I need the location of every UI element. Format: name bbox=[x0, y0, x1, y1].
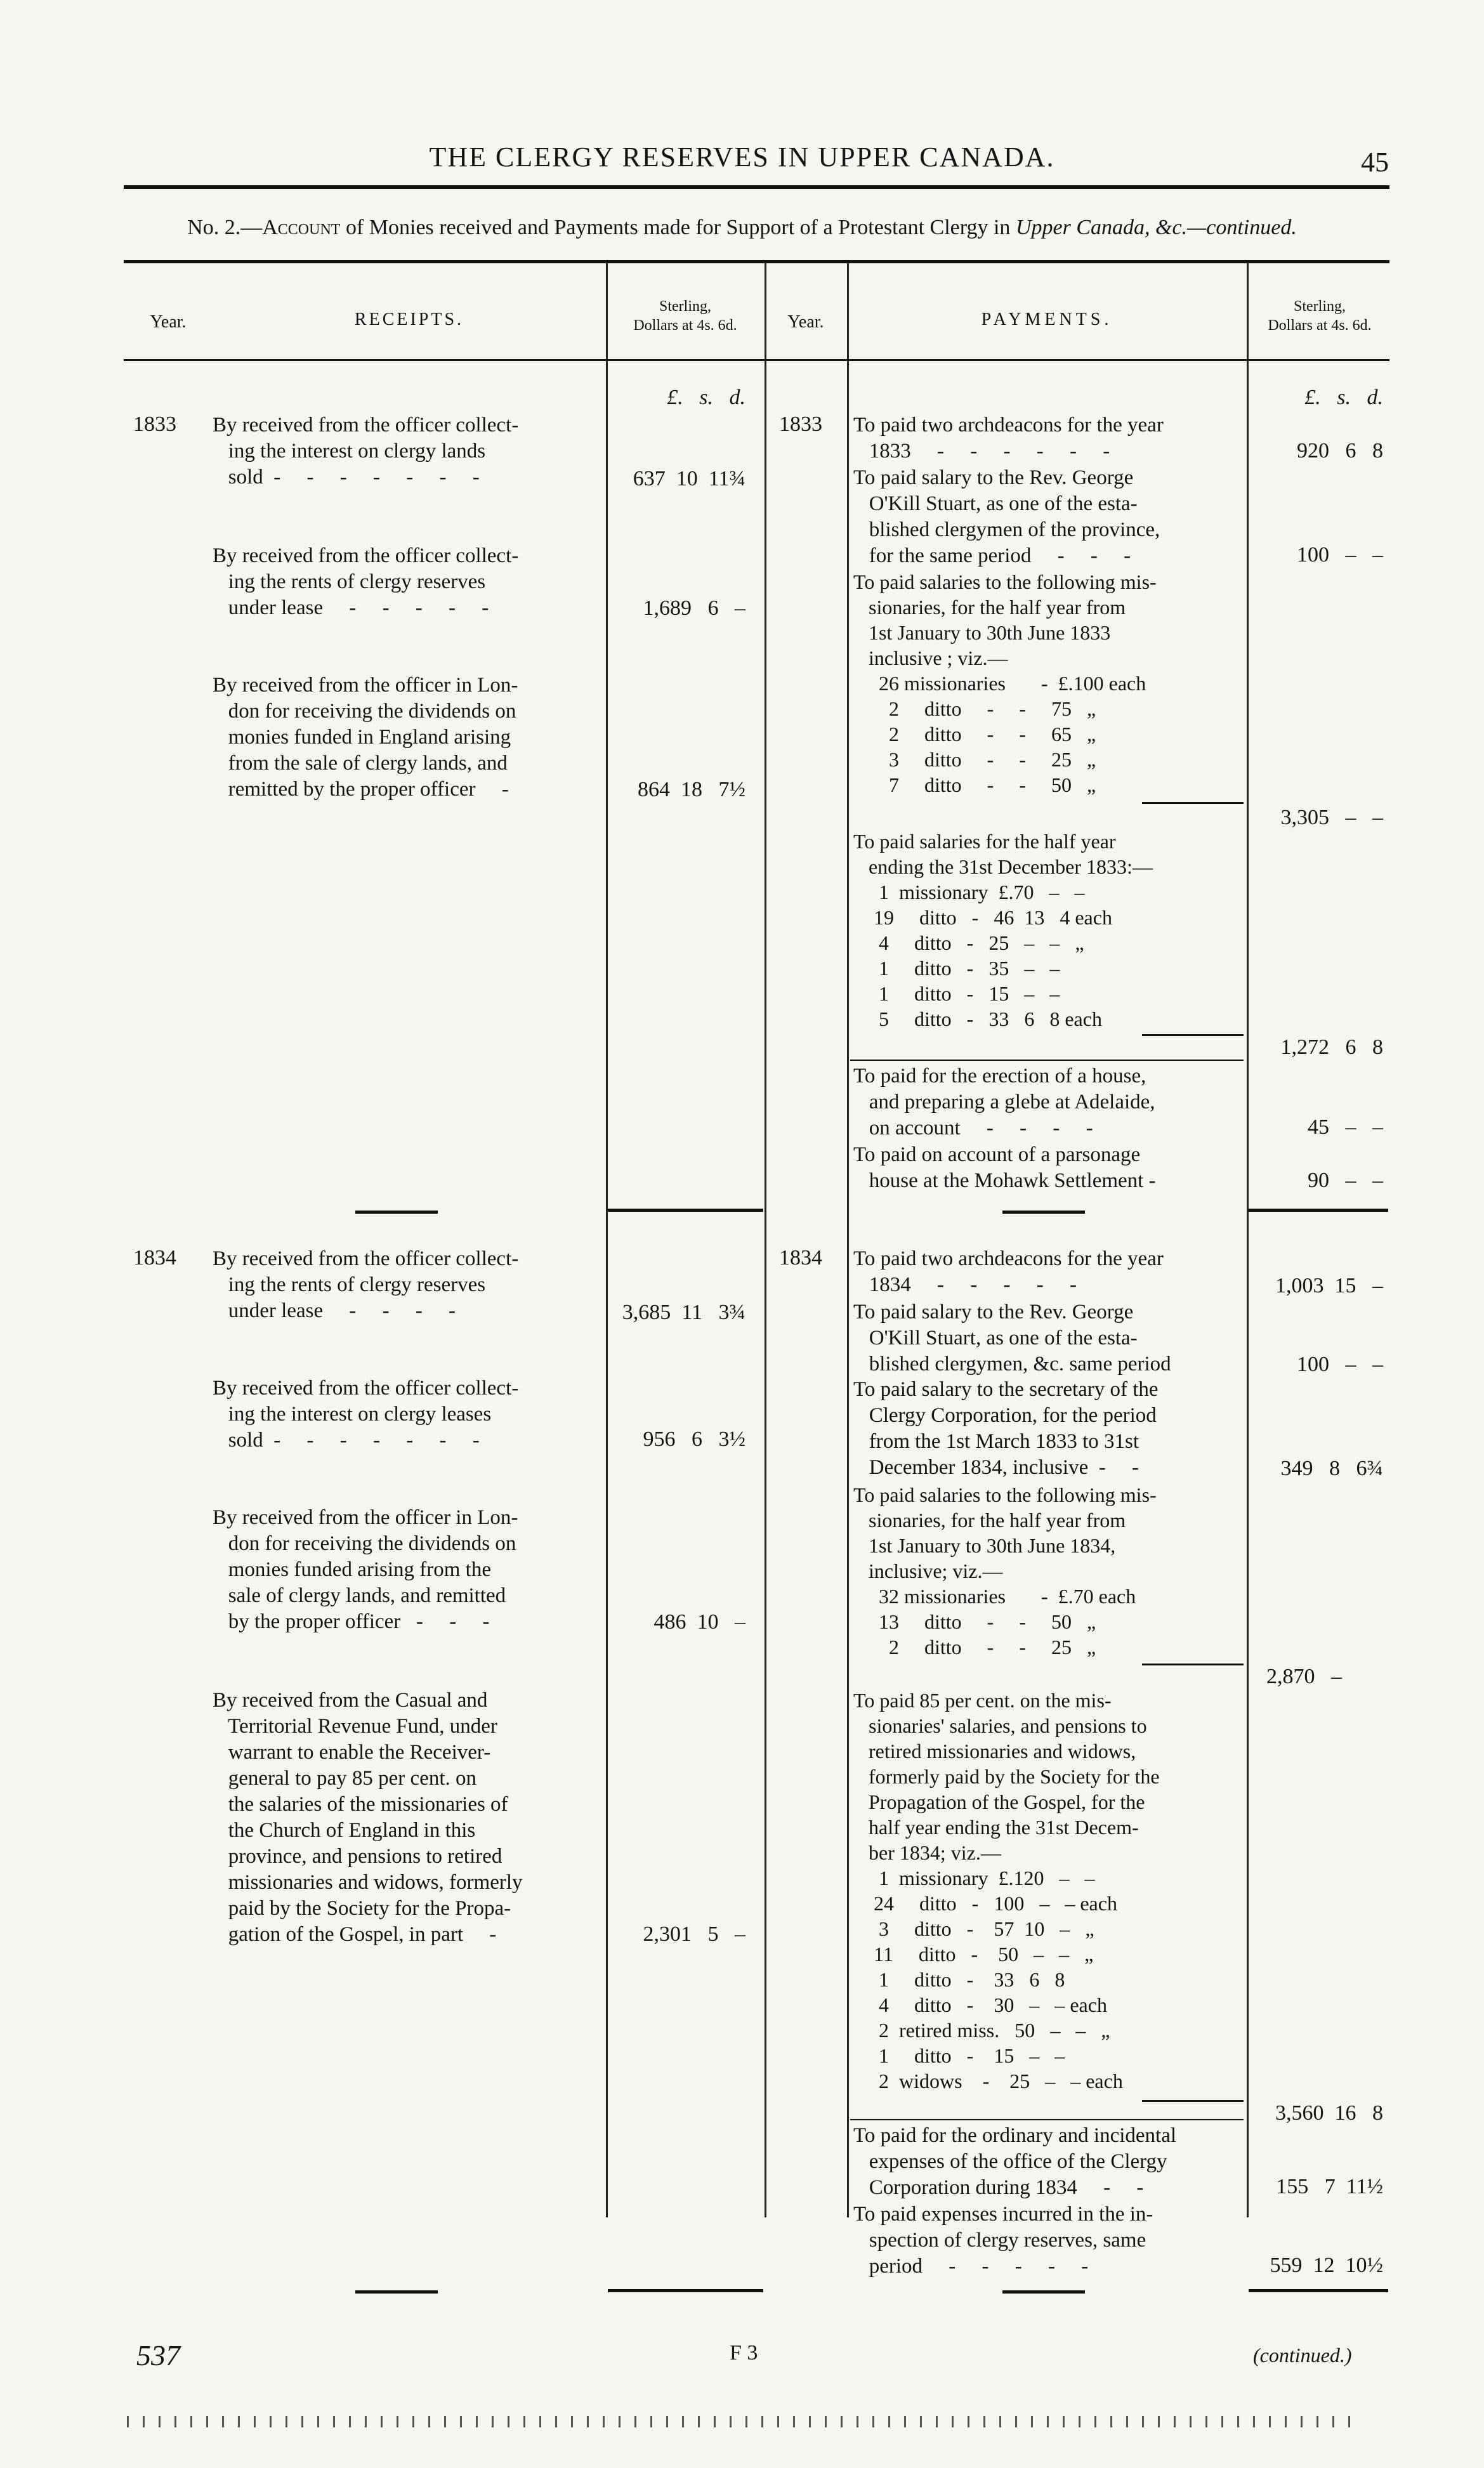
payment-entry: To paid salaries for the half year ending the 31st December 1833:— 1 missionary £.70 – – 19 ditto - 46 13 4 each 4 ditto - 25 – – „ 1 ditto - 35 – – 1 ditto - 15 – – 5 ditto - 33 6 8 each bbox=[853, 830, 1153, 1030]
payment-amount: 3,305 – – bbox=[1280, 806, 1383, 829]
section-rule bbox=[355, 2290, 438, 2294]
payment-entry: To paid salaries to the following mis- sionaries, for the half year from 1st January to 30th June 1834, inclusive; viz.— 32 missionaries - £.70 each 13 ditto - - 50 „ 2 ditto - - 25 „ bbox=[853, 1483, 1157, 1658]
receipt-entry: By received from the officer collect- ing the rents of clergy reserves under lease - - - - bbox=[213, 1247, 519, 1322]
page-title: THE CLERGY RESERVES IN UPPER CANADA. bbox=[429, 141, 1055, 173]
payment-amount: 155 7 11½ bbox=[1276, 2175, 1383, 2198]
receipt-amount: 2,301 5 – bbox=[643, 1922, 745, 1946]
payment-entry: To paid for the ordinary and incidental expenses of the office of the Clergy Corporation during 1834 - - bbox=[853, 2124, 1177, 2199]
units-payments: £. s. d. bbox=[1304, 386, 1383, 409]
dollars-label: Dollars at 4s. 6d. bbox=[633, 317, 737, 334]
caption-prefix: No. 2.— bbox=[187, 216, 263, 239]
payment-entry: To paid salary to the Rev. George O'Kill Stuart, as one of the esta- blished clergymen of the province, for the same period - - - bbox=[853, 466, 1160, 567]
payment-amount: 2,870 – bbox=[1266, 1665, 1342, 1688]
receipt-amount: 864 18 7½ bbox=[638, 778, 745, 801]
payment-entry: To paid two archdeacons for the year 1833 - - - - - - bbox=[853, 414, 1164, 463]
receipt-amount: 637 10 11¾ bbox=[633, 467, 745, 490]
receipt-entry: By received from the officer in Lon- don for receiving the dividends on monies funded in England arising from the sale of clergy lands, and remitted by the proper officer - bbox=[213, 674, 518, 801]
payment-entry: To paid expenses incurred in the in- spection of clergy reserves, same period - - - - - bbox=[853, 2203, 1153, 2278]
units-receipts: £. s. d. bbox=[667, 386, 745, 409]
header-bottom-rule bbox=[124, 359, 1389, 361]
payment-entry: To paid salary to the Rev. George O'Kill Stuart, as one of the esta- blished clergymen, &c. same period bbox=[853, 1301, 1171, 1375]
payment-amount: 100 – – bbox=[1297, 543, 1383, 567]
sum-rule bbox=[1142, 1664, 1244, 1665]
year-1833-payments: 1833 bbox=[779, 412, 822, 436]
receipt-entry: By received from the officer in Lon- don for receiving the dividends on monies funded arising from the sale of clergy lands, and remitted by the proper officer - - - bbox=[213, 1506, 518, 1633]
payment-entry: To paid on account of a parsonage house at the Mohawk Settlement - bbox=[853, 1143, 1156, 1192]
caption-text: of Monies received and Payments made for Support of a Protestant Clergy in bbox=[340, 216, 1016, 239]
receipt-entry: By received from the officer collect- ing the interest on clergy leases sold - - - - - - - bbox=[213, 1377, 519, 1452]
col-year-payments: Year. bbox=[787, 312, 824, 332]
section-rule bbox=[1002, 2290, 1085, 2294]
page-number: 45 bbox=[1361, 147, 1389, 178]
sum-rule bbox=[1142, 1034, 1244, 1036]
payment-entry: To paid salaries to the following mis- sionaries, for the half year from 1st January to 30th June 1833 inclusive ; viz.— 26 missionaries - £.100 each 2 ditto - - 75 „ 2 ditto - - 65 „ 3 ditto - - 25 „ 7 ditto - - 50 „ bbox=[853, 570, 1157, 796]
divider bbox=[847, 263, 849, 2217]
caption-suffix: , &c.—continued. bbox=[1145, 216, 1297, 239]
section-rule bbox=[608, 1209, 763, 1212]
caption-place: Upper Canada bbox=[1015, 216, 1145, 239]
receipt-amount: 486 10 – bbox=[653, 1610, 745, 1634]
payment-amount: 559 12 10½ bbox=[1270, 2254, 1383, 2277]
payment-amount: 1,003 15 – bbox=[1275, 1274, 1383, 1297]
divider bbox=[765, 263, 766, 2217]
payment-amount: 100 – – bbox=[1297, 1353, 1383, 1376]
caption-account: Account bbox=[262, 216, 341, 239]
sum-rule bbox=[850, 1060, 1244, 1061]
receipt-amount: 1,689 6 – bbox=[643, 596, 745, 620]
col-year: Year. bbox=[150, 312, 187, 332]
year-1834-receipts: 1834 bbox=[133, 1246, 176, 1270]
continued-label: (continued.) bbox=[1253, 2344, 1352, 2366]
signature-footnote: F 3 bbox=[730, 2341, 758, 2365]
payment-amount: 349 8 6¾ bbox=[1280, 1457, 1383, 1480]
payment-amount: 1,272 6 8 bbox=[1280, 1035, 1383, 1059]
payment-entry: To paid salary to the secretary of the Clergy Corporation, for the period from the 1st March 1833 to 31st December 1834, inclusive - - bbox=[853, 1378, 1159, 1479]
payment-entry: To paid 85 per cent. on the mis- sionaries' salaries, and pensions to retired missionaries and widows, formerly paid by the Society for the Propagation of the Gospel, for the half year ending the 31st Decem- ber 1834; viz.— 1 missionary £.120 – – 24 ditto - 100 – – each 3 ditto - 57 10 – „ 11 ditto - 50 – – „ 1 ditto - 33 6 8 4 ditto - 30 – – each 2 retired miss. 50 – – „ 1 ditto - 15 – – 2 widows - 25 – – each bbox=[853, 1689, 1160, 2092]
dollars-label: Dollars at 4s. 6d. bbox=[1268, 317, 1372, 334]
table-caption bbox=[0, 216, 1484, 240]
payment-amount: 45 – – bbox=[1308, 1115, 1383, 1139]
col-sterling-payments bbox=[1247, 297, 1393, 335]
divider bbox=[1247, 263, 1249, 2217]
year-1834-payments: 1834 bbox=[779, 1246, 822, 1270]
section-rule bbox=[1249, 2289, 1388, 2292]
col-receipts: RECEIPTS. bbox=[354, 310, 464, 329]
sum-rule bbox=[1142, 802, 1244, 804]
receipt-entry: By received from the officer collect- ing the interest on clergy lands sold - - - - - - - bbox=[213, 414, 519, 489]
receipt-entry: By received from the Casual and Territorial Revenue Fund, under warrant to enable the Receiver- general to pay 85 per cent. on the salaries of the missionaries of the Church of England in this province, and pensions to retired missionaries and widows, formerly paid by the Society for the Propa- gation of the Gospel, in part - bbox=[213, 1689, 523, 1946]
sterling-label: Sterling, bbox=[1294, 298, 1346, 315]
divider bbox=[606, 263, 608, 2217]
signature-mark: 537 bbox=[136, 2339, 180, 2372]
col-payments: PAYMENTS. bbox=[981, 310, 1113, 329]
col-sterling-receipts bbox=[606, 297, 765, 335]
payment-entry: To paid for the erection of a house, and preparing a glebe at Adelaide, on account - - - - bbox=[853, 1065, 1155, 1139]
table-top-rule bbox=[124, 260, 1389, 263]
receipt-amount: 956 6 3½ bbox=[643, 1428, 745, 1451]
sum-rule bbox=[850, 2119, 1244, 2120]
sum-rule bbox=[1142, 2100, 1244, 2102]
section-rule bbox=[1002, 1211, 1085, 1214]
section-rule bbox=[608, 2289, 763, 2292]
payment-amount: 90 – – bbox=[1308, 1169, 1383, 1192]
sterling-label: Sterling, bbox=[659, 298, 711, 315]
receipt-entry: By received from the officer collect- ing the rents of clergy reserves under lease - - - - - bbox=[213, 544, 519, 619]
payment-entry: To paid two archdeacons for the year 1834 - - - - - bbox=[853, 1247, 1164, 1296]
header-rule bbox=[124, 185, 1389, 189]
year-1833-receipts: 1833 bbox=[133, 412, 176, 436]
section-rule bbox=[1249, 1209, 1388, 1212]
section-rule bbox=[355, 1211, 438, 1214]
payment-amount: 3,560 16 8 bbox=[1275, 2101, 1383, 2125]
scan-noise bbox=[127, 2416, 1364, 2431]
receipt-amount: 3,685 11 3¾ bbox=[622, 1301, 745, 1324]
payment-amount: 920 6 8 bbox=[1297, 439, 1383, 463]
